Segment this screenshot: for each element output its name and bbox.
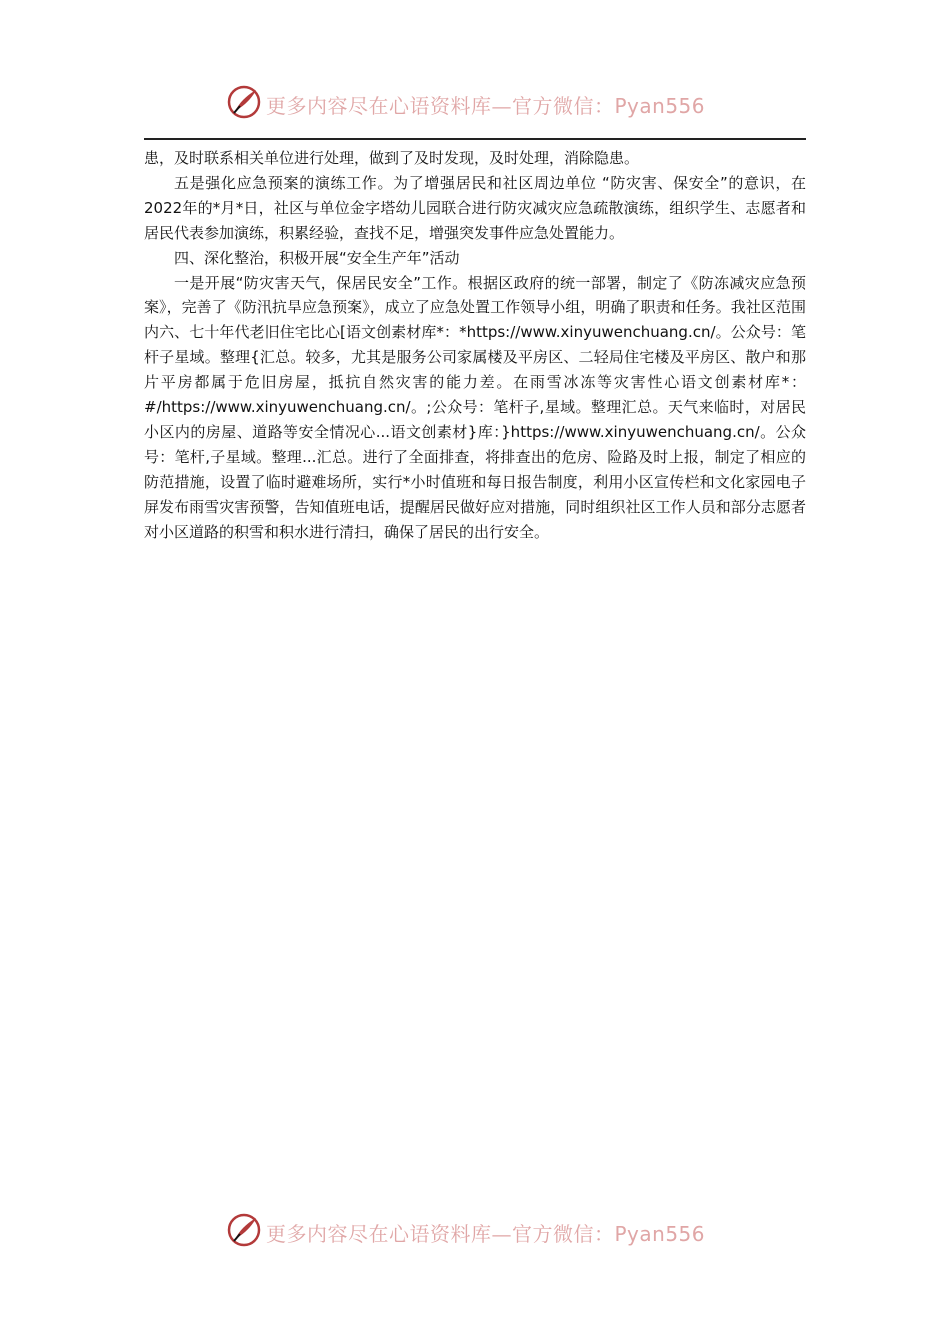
wechat-id: Pyan556 [614,94,706,118]
paragraph-continuation: 患，及时联系相关单位进行处理，做到了及时发现，及时处理，消除隐患。 [144,149,640,167]
banner-label: 更多内容尽在心语资料库—官方微信： [266,94,615,118]
header-divider [144,138,806,140]
feather-pen-icon [226,84,262,120]
banner-label: 更多内容尽在心语资料库—官方微信： [266,1222,615,1246]
header-banner-text [266,90,705,119]
document-body [144,146,806,545]
footer-banner-text [266,1218,705,1247]
feather-pen-icon [226,1212,262,1248]
paragraph-weather: 一是开展“防灾害天气，保居民安全”工作。根据区政府的统一部署，制定了《防冻减灾应急预案》，完善了《防汛抗旱应急预案》，成立了应急处置工作领导小组，明确了职责和任务。我社区范围内六、七十年代老旧住宅比心[语文创素材库*：*https://www.xinyuwenchuang.cn/。公众号：笔杆子星域。整理{汇总。较多，尤其是服务公司家属楼及平房区、二轻局住宅楼及平房区、散户和那片平房都属于危旧房屋，抵抗自然灾害的能力差。在雨雪冰冻等灾害性心语文创素材库*：#/https://www.xinyuwenchuang.cn/。;公众号：笔杆子,星域。整理汇总。天气来临时，对居民小区内的房屋、道路等安全情况心...语文创素材}库：}https://www.xinyuwenchuang.cn/。公众号：笔杆,子星域。整理...汇总。进行了全面排查，将排查出的危房、险路及时上报，制定了相应的防范措施，设置了临时避难场所，实行*小时值班和每日报告制度，利用小区宣传栏和文化家园电子屏发布雨雪灾害预警，告知值班电话，提醒居民做好应对措施，同时组织社区工作人员和部分志愿者对小区道路的积雪和积水进行清扫，确保了居民的出行安全。 [144,273,806,541]
section-heading: 四、深化整治，积极开展“安全生产年”活动 [174,248,460,267]
footer-banner [0,1208,950,1256]
paragraph-drill: 五是强化应急预案的演练工作。为了增强居民和社区周边单位 “防灾害、保安全”的意识，在2022年的*月*日，社区与单位金字塔幼儿园联合进行防灾减灾应急疏散演练，组织学生、志愿者和居民代表参加演练，积累经验，查找不足，增强突发事件应急处置能力。 [144,173,806,242]
header-banner [0,80,950,128]
wechat-id: Pyan556 [614,1222,706,1246]
